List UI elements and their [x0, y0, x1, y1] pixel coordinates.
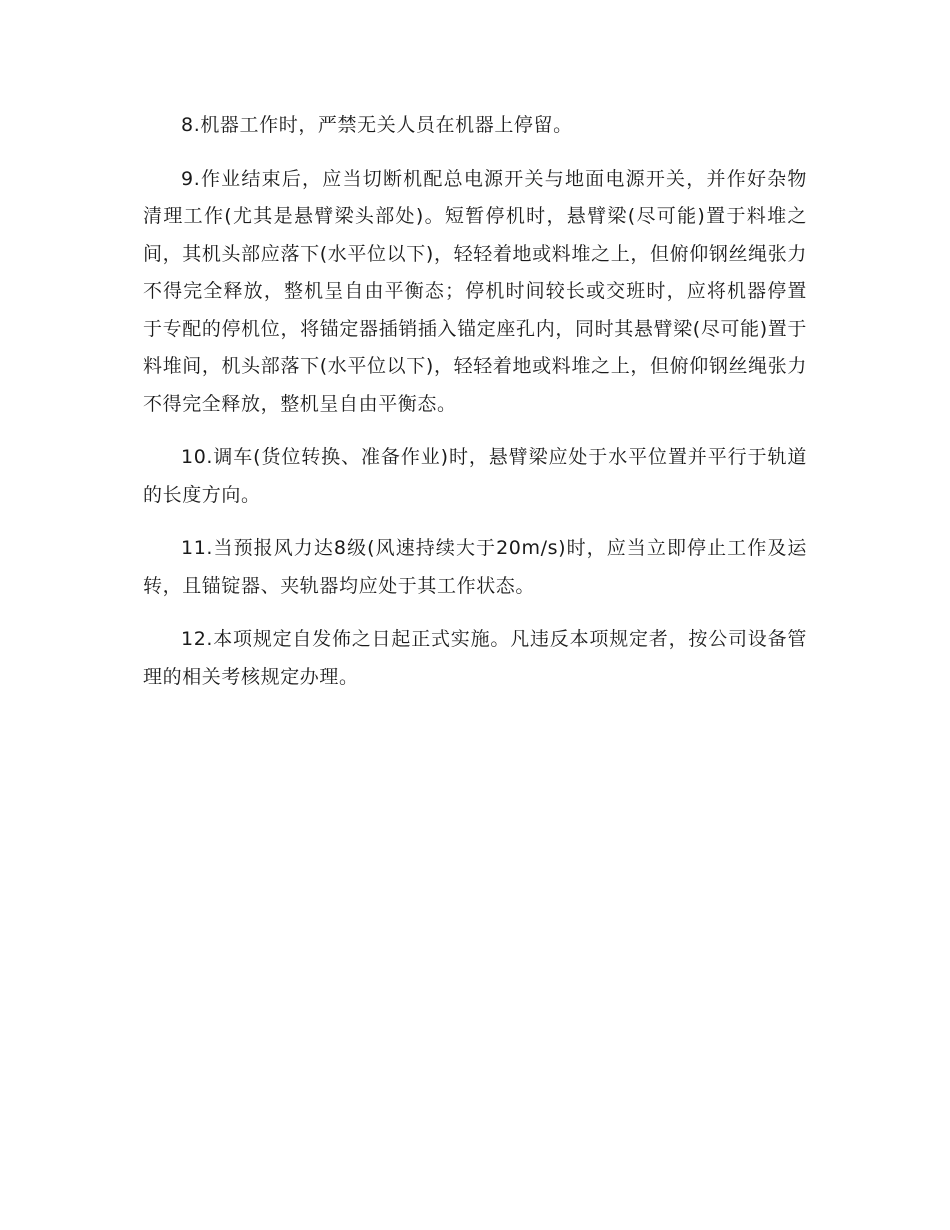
paragraph-9: 9.作业结束后，应当切断机配总电源开关与地面电源开关，并作好杂物清理工作(尤其是悬臂梁头部处)。短暂停机时，悬臂梁(尽可能)置于料堆之间，其机头部应落下(水平位以下)，轻轻着地或料堆之上，但俯仰钢丝绳张力不得完全释放，整机呈自由平衡态；停机时间较长或交班时，应将机器停置于专配的停机位，将锚定器插销插入锚定座孔内，同时其悬臂梁(尽可能)置于料堆间，机头部落下(水平位以下)，轻轻着地或料堆之上，但俯仰钢丝绳张力不得完全释放，整机呈自由平衡态。 [143, 167, 807, 415]
paragraph-8: 8.机器工作时，严禁无关人员在机器上停留。 [181, 114, 573, 136]
paragraph-12: 12.本项规定自发佈之日起正式实施。凡违反本项规定者，按公司设备管理的相关考核规定办理。 [143, 628, 807, 688]
paragraph-11: 11.当预报风力达8级(风速持续大于20m/s)时，应当立即停止工作及运转，且锚锭器、夹轨器均应处于其工作状态。 [143, 537, 807, 597]
paragraph-10: 10.调车(货位转换、准备作业)时，悬臂梁应处于水平位置并平行于轨道的长度方向。 [143, 446, 807, 506]
document-body [143, 107, 807, 712]
